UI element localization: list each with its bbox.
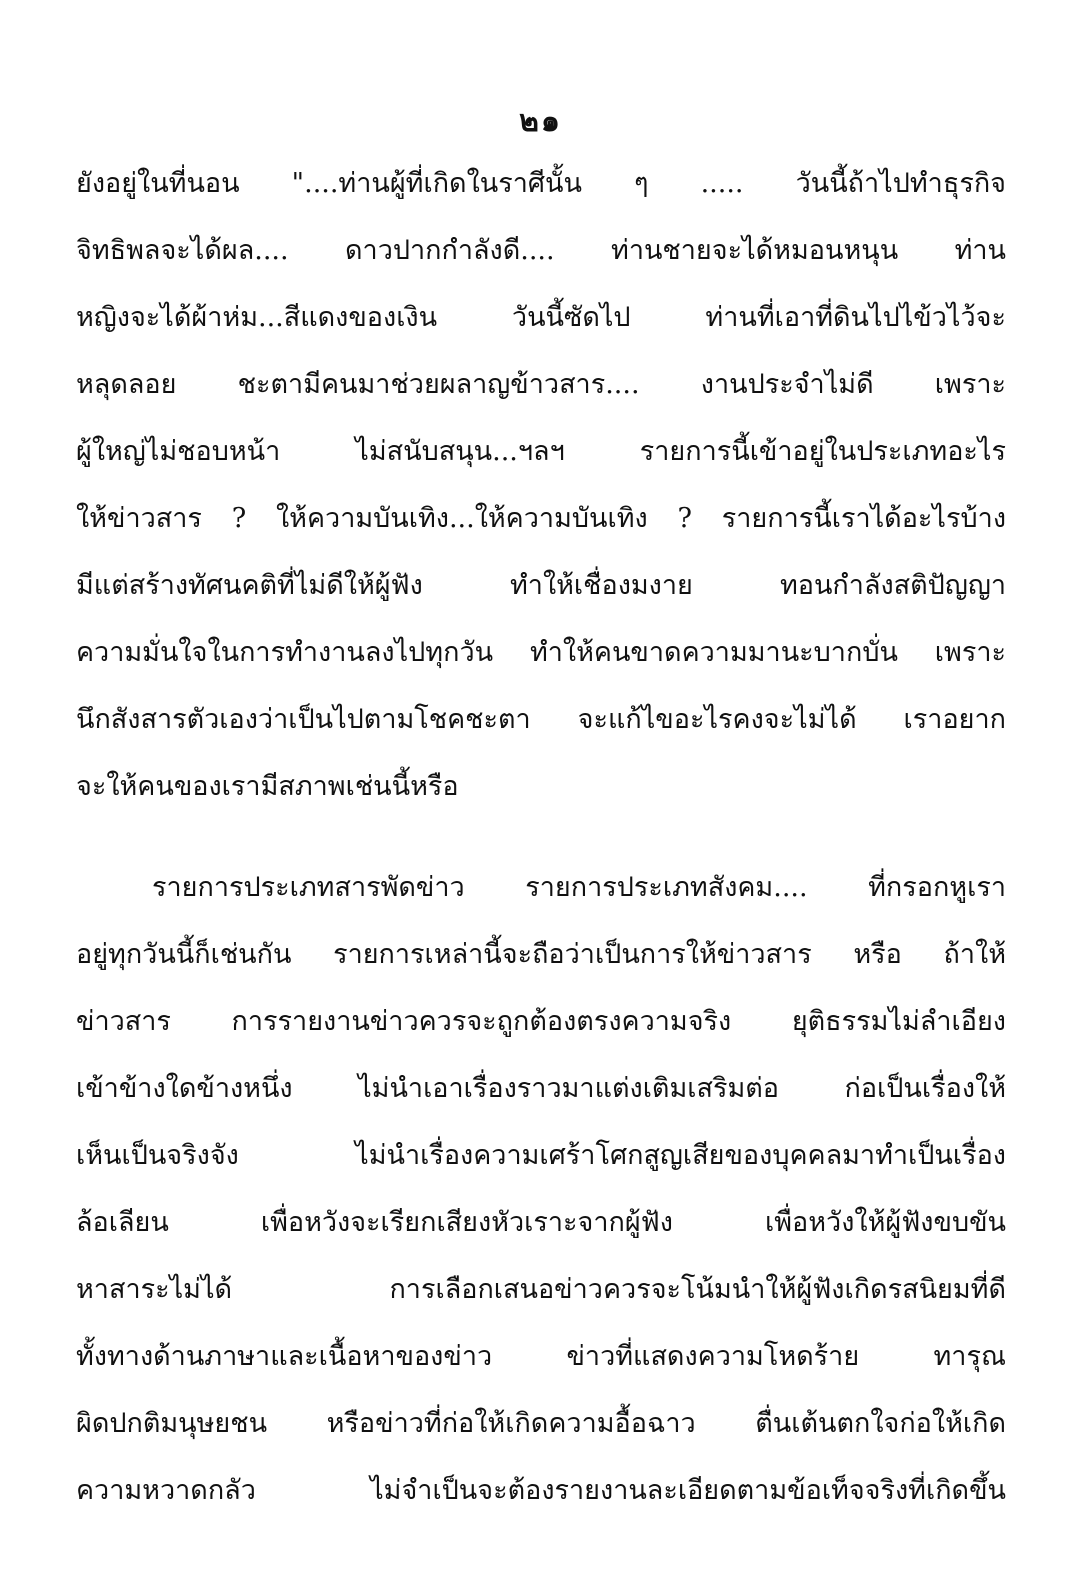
text-line: นึกสังสารตัวเองว่าเป็นไปตามโชคชะตา จะแก้ไขอะไรคงจะไม่ได้ เราอยาก: [76, 704, 1006, 735]
paragraph-1: [76, 150, 1006, 820]
text-line: ความหวาดกลัว ไม่จำเป็นจะต้องรายงานละเอียดตามข้อเท็จจริงที่เกิดขึ้น: [76, 1475, 1006, 1506]
text-line: จะให้คนของเรามีสภาพเช่นนี้หรือ: [76, 771, 459, 802]
paragraph-2: [76, 854, 1006, 1524]
text-line: ความมั่นใจในการทำงานลงไปทุกวัน ทำให้คนขาดความมานะบากบั่น เพราะ: [76, 637, 1006, 668]
text-line: มีแต่สร้างทัศนคติที่ไม่ดีให้ผู้ฟัง ทำให้เชื่องมงาย ทอนกำลังสติปัญญา: [76, 570, 1006, 601]
text-line: เห็นเป็นจริงจัง ไม่นำเรื่องความเศร้าโศกสูญเสียของบุคคลมาทำเป็นเรื่อง: [76, 1140, 1006, 1171]
text-line: รายการประเภทสารพัดข่าว รายการประเภทสังคม.... ที่กรอกหูเรา: [152, 872, 1006, 903]
text-line: หลุดลอย ชะตามีคนมาช่วยผลาญข้าวสาร.... งานประจำไม่ดี เพราะ: [76, 369, 1006, 400]
text-line: อยู่ทุกวันนี้ก็เช่นกัน รายการเหล่านี้จะถือว่าเป็นการให้ข่าวสาร หรือ ถ้าให้: [76, 939, 1006, 970]
text-line: ยังอยู่ในที่นอน "....ท่านผู้ที่เกิดในราศีนั้น ๆ ..... วันนี้ถ้าไปทำธุรกิจ: [76, 168, 1006, 199]
page-number: ๒๑: [519, 104, 562, 139]
text-line: ให้ข่าวสาร ? ให้ความบันเทิง...ให้ความบันเทิง ? รายการนี้เราได้อะไรบ้าง: [76, 503, 1006, 534]
text-line: ทั้งทางด้านภาษาและเนื้อหาของข่าว ข่าวที่แสดงความโหดร้าย ทารุณ: [76, 1341, 1006, 1372]
text-line: ล้อเลียน เพื่อหวังจะเรียกเสียงหัวเราะจากผู้ฟัง เพื่อหวังให้ผู้ฟังขบขัน: [76, 1207, 1006, 1238]
text-line: ข่าวสาร การรายงานข่าวควรจะถูกต้องตรงความจริง ยุติธรรมไม่ลำเอียง: [76, 1006, 1006, 1037]
text-line: ผิดปกติมนุษยชน หรือข่าวที่ก่อให้เกิดความอื้อฉาว ตื่นเต้นตกใจก่อให้เกิด: [76, 1408, 1006, 1439]
text-line: เข้าข้างใดข้างหนึ่ง ไม่นำเอาเรื่องราวมาแต่งเติมเสริมต่อ ก่อเป็นเรื่องให้: [76, 1073, 1006, 1104]
text-line: หญิงจะได้ผ้าห่ม...สีแดงของเงิน วันนี้ซัดไป ท่านที่เอาที่ดินไปไข้วไว้จะ: [76, 302, 1006, 333]
text-line: จิทธิพลจะได้ผล.... ดาวปากกำลังดี.... ท่านชายจะได้หมอนหนุน ท่าน: [76, 235, 1006, 266]
text-line: ผู้ใหญ่ไม่ชอบหน้า ไม่สนับสนุน...ฯลฯ รายการนี้เข้าอยู่ในประเภทอะไร: [76, 436, 1006, 467]
text-line: หาสาระไม่ได้ การเลือกเสนอข่าวควรจะโน้มนำให้ผู้ฟังเกิดรสนิยมที่ดี: [76, 1274, 1006, 1305]
